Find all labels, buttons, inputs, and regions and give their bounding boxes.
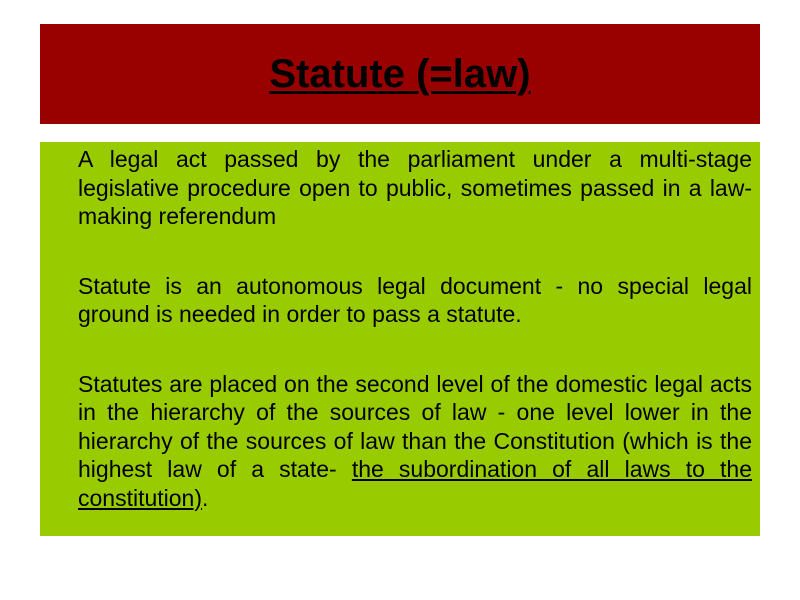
paragraph-hierarchy (78, 370, 752, 513)
paragraph-autonomy: Statute is an autonomous legal document - no special legal ground is needed in order to pass a statute. (78, 272, 752, 327)
content-box (40, 142, 760, 536)
paragraph-hierarchy-end: . (202, 484, 209, 511)
paragraph-definition: A legal act passed by the parliament under a multi-stage legislative procedure open to public, sometimes passed in a law-making referendum (78, 146, 752, 229)
paragraph-hierarchy-text: Statutes are placed on the second level of the domestic legal acts in the hierarchy of the sources of law - one level lower in the hierarchy of the sources of law than the Constitution (which is the highest law of a state- (78, 370, 752, 482)
slide-title: Statute (=law) (269, 51, 531, 96)
title-bar (40, 24, 760, 124)
subordination-link[interactable]: the subordination of all laws to the constitution) (78, 456, 753, 511)
